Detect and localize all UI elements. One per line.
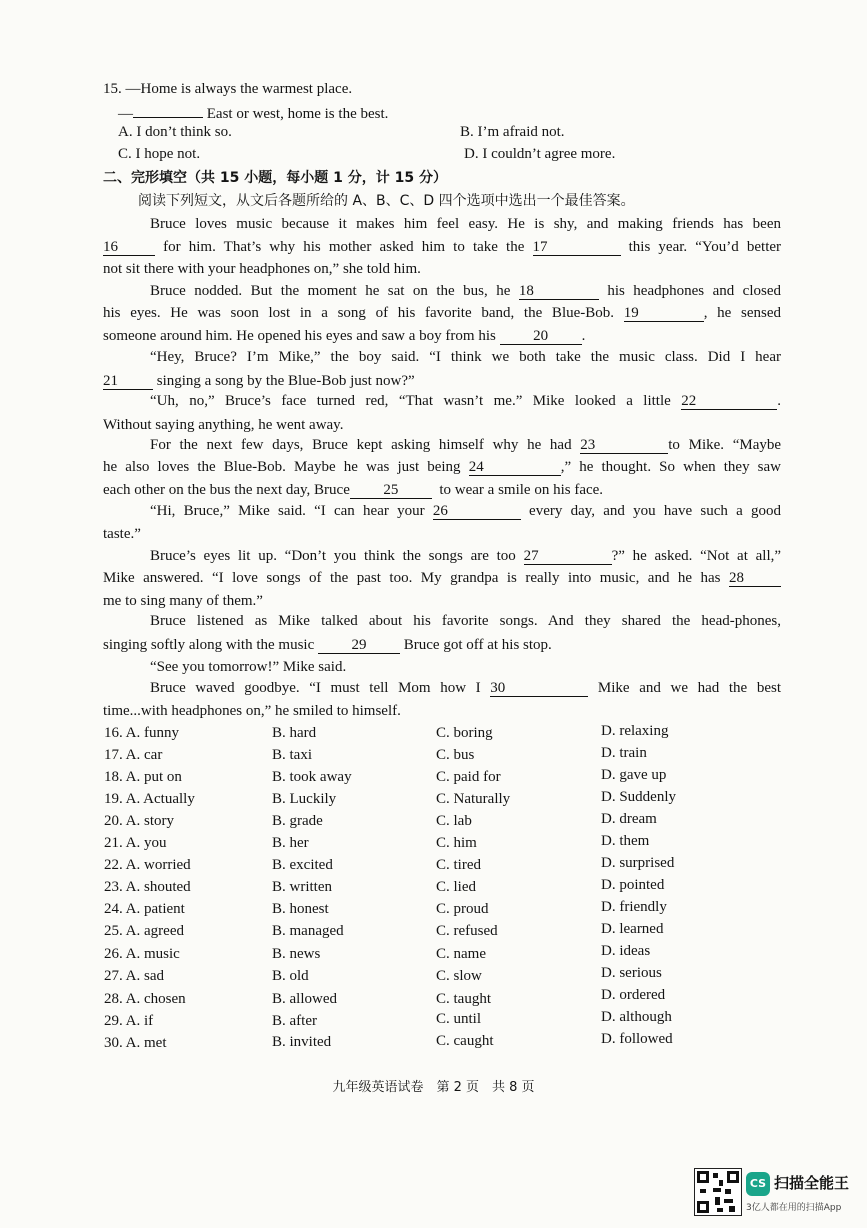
blank-25: 25 bbox=[350, 481, 432, 499]
qr-code bbox=[694, 1168, 742, 1216]
passage-text: singing softly along with the music bbox=[103, 637, 315, 653]
choice-d: D. ordered bbox=[601, 987, 666, 1003]
passage-text: he also loves the Blue-Bob. Maybe he was just being bbox=[103, 459, 461, 475]
passage-text: Bruce’s eyes lit up. “Don’t you think the songs are too bbox=[150, 548, 516, 564]
passage-line bbox=[103, 302, 781, 324]
choice-b: B. managed bbox=[272, 923, 344, 939]
choice-d: D. friendly bbox=[601, 899, 667, 915]
blank-23: 23 bbox=[580, 436, 668, 454]
page-footer: 九年级英语试卷 第 2 页 共 8 页 bbox=[332, 1080, 535, 1095]
q15-option-d: D. I couldn’t agree more. bbox=[464, 146, 616, 162]
choice-c: C. boring bbox=[436, 725, 493, 741]
choice-b: B. Luckily bbox=[272, 791, 337, 807]
blank-16: 16 bbox=[103, 238, 155, 256]
blank-22: 22 bbox=[681, 392, 777, 410]
passage-text: Mike and we had the best bbox=[597, 680, 781, 696]
choice-d: D. Suddenly bbox=[601, 789, 676, 805]
passage-line: taste.” bbox=[103, 526, 141, 542]
passage-line bbox=[103, 479, 781, 501]
passage-text: to wear a smile on his face. bbox=[439, 482, 604, 498]
choice-b: B. honest bbox=[272, 901, 329, 917]
choice-c: C. Naturally bbox=[436, 791, 511, 807]
choice-a: 28. A. chosen bbox=[104, 991, 186, 1007]
passage-text: his eyes. He was soon lost in a song of his favorite band, the Blue-Bob. bbox=[103, 305, 615, 321]
blank-17: 17 bbox=[533, 238, 621, 256]
passage-text: Mike answered. “I love songs of the past too. My grandpa is really into music, and he has bbox=[103, 570, 721, 586]
passage-text: singing a song by the Blue-Bob just now?” bbox=[156, 373, 415, 389]
blank-29: 29 bbox=[318, 636, 400, 654]
choice-c: C. paid for bbox=[436, 769, 501, 785]
q15-option-a: A. I don’t think so. bbox=[118, 124, 232, 140]
passage-line: “Hey, Bruce? I’m Mike,” the boy said. “I think we both take the music class. Did I hear bbox=[150, 349, 781, 365]
q15-option-c: C. I hope not. bbox=[118, 146, 201, 162]
choice-b: B. excited bbox=[272, 857, 333, 873]
blank-27: 27 bbox=[524, 547, 612, 565]
choice-c: C. slow bbox=[436, 968, 482, 984]
passage-line: Bruce loves music because it makes him feel easy. He is shy, and making friends has been bbox=[150, 216, 781, 232]
choice-a: 24. A. patient bbox=[104, 901, 185, 917]
choice-d: D. train bbox=[601, 745, 647, 761]
camscanner-logo: CS bbox=[746, 1172, 770, 1196]
q15-reply-dash: — bbox=[118, 106, 133, 122]
choice-a: 26. A. music bbox=[104, 946, 180, 962]
choice-b: B. her bbox=[272, 835, 309, 851]
choice-d: D. surprised bbox=[601, 855, 675, 871]
choice-d: D. relaxing bbox=[601, 723, 669, 739]
passage-text: for him. That’s why his mother asked him to take the bbox=[163, 239, 525, 255]
choice-b: B. hard bbox=[272, 725, 317, 741]
blank-20: 20 bbox=[500, 327, 582, 345]
camscanner-name: 扫描全能王 bbox=[774, 1174, 850, 1192]
choice-a: 20. A. story bbox=[104, 813, 175, 829]
choice-a: 30. A. met bbox=[104, 1035, 167, 1051]
blank-30: 30 bbox=[490, 679, 588, 697]
choice-d: D. followed bbox=[601, 1031, 673, 1047]
passage-line bbox=[103, 236, 781, 258]
choice-a: 16. A. funny bbox=[104, 725, 179, 741]
passage-text: this year. “You’d better bbox=[628, 239, 782, 255]
passage-line bbox=[103, 456, 781, 478]
choice-c: C. caught bbox=[436, 1033, 494, 1049]
passage-text: his headphones and closed bbox=[607, 283, 782, 299]
choice-a: 21. A. you bbox=[104, 835, 167, 851]
passage-text: each other on the bus the next day, Bruce bbox=[103, 482, 350, 498]
passage-text: Bruce got off at his stop. bbox=[403, 637, 552, 653]
passage-line bbox=[150, 280, 781, 302]
passage-line: me to sing many of them.” bbox=[103, 593, 263, 609]
choice-b: B. news bbox=[272, 946, 321, 962]
choice-c: C. taught bbox=[436, 991, 491, 1007]
choice-c: C. lab bbox=[436, 813, 472, 829]
passage-line bbox=[103, 567, 781, 589]
choice-b: B. after bbox=[272, 1013, 317, 1029]
choice-c: C. until bbox=[436, 1011, 482, 1027]
passage-line bbox=[150, 677, 781, 699]
choice-a: 18. A. put on bbox=[104, 769, 182, 785]
passage-text: every day, and you have such a good bbox=[529, 503, 782, 519]
section-instruction: 阅读下列短文，从文后各题所给的 A、B、C、D 四个选项中选出一个最佳答案。 bbox=[138, 193, 635, 209]
choice-d: D. dream bbox=[601, 811, 657, 827]
choice-d: D. learned bbox=[601, 921, 664, 937]
choice-d: D. although bbox=[601, 1009, 672, 1025]
choice-d: D. serious bbox=[601, 965, 662, 981]
passage-text: someone around him. He opened his eyes and saw a boy from his bbox=[103, 328, 496, 344]
passage-text: ?” he asked. “Not at all,” bbox=[611, 548, 782, 564]
camscanner-tagline: 3亿人都在用的扫描App bbox=[746, 1203, 842, 1213]
choice-c: C. refused bbox=[436, 923, 498, 939]
passage-text: “Hi, Bruce,” Mike said. “I can hear your bbox=[150, 503, 425, 519]
passage-line: “See you tomorrow!” Mike said. bbox=[150, 659, 347, 675]
choice-d: D. gave up bbox=[601, 767, 667, 783]
passage-text: . bbox=[581, 328, 586, 344]
blank-18: 18 bbox=[519, 282, 599, 300]
choice-b: B. invited bbox=[272, 1034, 332, 1050]
choice-d: D. ideas bbox=[601, 943, 651, 959]
choice-a: 23. A. shouted bbox=[104, 879, 191, 895]
choice-a: 22. A. worried bbox=[104, 857, 191, 873]
passage-line: Bruce listened as Mike talked about his favorite songs. And they shared the head-phones, bbox=[150, 613, 781, 629]
passage-line bbox=[103, 325, 781, 347]
passage-line bbox=[150, 545, 781, 567]
choice-c: C. tired bbox=[436, 857, 481, 873]
passage-text: “Uh, no,” Bruce’s face turned red, “That wasn’t me.” Mike looked a little bbox=[150, 393, 671, 409]
blank-24: 24 bbox=[469, 458, 561, 476]
choice-d: D. them bbox=[601, 833, 650, 849]
passage-text: . bbox=[777, 393, 781, 409]
choice-c: C. name bbox=[436, 946, 486, 962]
passage-line bbox=[103, 634, 781, 656]
passage-line bbox=[150, 500, 781, 522]
passage-text: For the next few days, Bruce kept asking himself why he had bbox=[150, 437, 572, 453]
choice-b: B. allowed bbox=[272, 991, 337, 1007]
section-heading: 二、完形填空（共 15 小题，每小题 1 分，计 15 分） bbox=[103, 170, 447, 186]
q15-prompt: 15. —Home is always the warmest place. bbox=[103, 81, 353, 97]
choice-a: 25. A. agreed bbox=[104, 923, 184, 939]
passage-text: Bruce nodded. But the moment he sat on the bus, he bbox=[150, 283, 511, 299]
choice-b: B. taxi bbox=[272, 747, 312, 763]
choice-a: 29. A. if bbox=[104, 1013, 154, 1029]
choice-c: C. proud bbox=[436, 901, 489, 917]
choice-b: B. written bbox=[272, 879, 332, 895]
passage-line: not sit there with your headphones on,” she told him. bbox=[103, 261, 421, 277]
passage-line bbox=[150, 390, 781, 412]
passage-text: Bruce waved goodbye. “I must tell Mom how I bbox=[150, 680, 481, 696]
passage-line: time...with headphones on,” he smiled to himself. bbox=[103, 703, 401, 719]
blank-21: 21 bbox=[103, 372, 153, 390]
choice-a: 19. A. Actually bbox=[104, 791, 195, 807]
choice-b: B. old bbox=[272, 968, 309, 984]
passage-text: ,” he thought. So when they saw bbox=[560, 459, 782, 475]
q15-reply-text: East or west, home is the best. bbox=[203, 106, 389, 122]
choice-a: 17. A. car bbox=[104, 747, 163, 763]
choice-c: C. him bbox=[436, 835, 477, 851]
blank-28: 28 bbox=[729, 569, 781, 587]
choice-d: D. pointed bbox=[601, 877, 665, 893]
passage-text: to Mike. “Maybe bbox=[668, 437, 782, 453]
passage-line bbox=[150, 434, 781, 456]
choice-c: C. lied bbox=[436, 879, 476, 895]
blank-26: 26 bbox=[433, 502, 521, 520]
blank-19: 19 bbox=[624, 304, 704, 322]
passage-text: , he sensed bbox=[703, 305, 781, 321]
choice-b: B. grade bbox=[272, 813, 323, 829]
choice-b: B. took away bbox=[272, 769, 352, 785]
passage-line bbox=[103, 370, 781, 392]
passage-line: Without saying anything, he went away. bbox=[103, 417, 344, 433]
choice-c: C. bus bbox=[436, 747, 475, 763]
q15-blank bbox=[133, 100, 203, 118]
choice-a: 27. A. sad bbox=[104, 968, 164, 984]
q15-option-b: B. I’m afraid not. bbox=[460, 124, 565, 140]
